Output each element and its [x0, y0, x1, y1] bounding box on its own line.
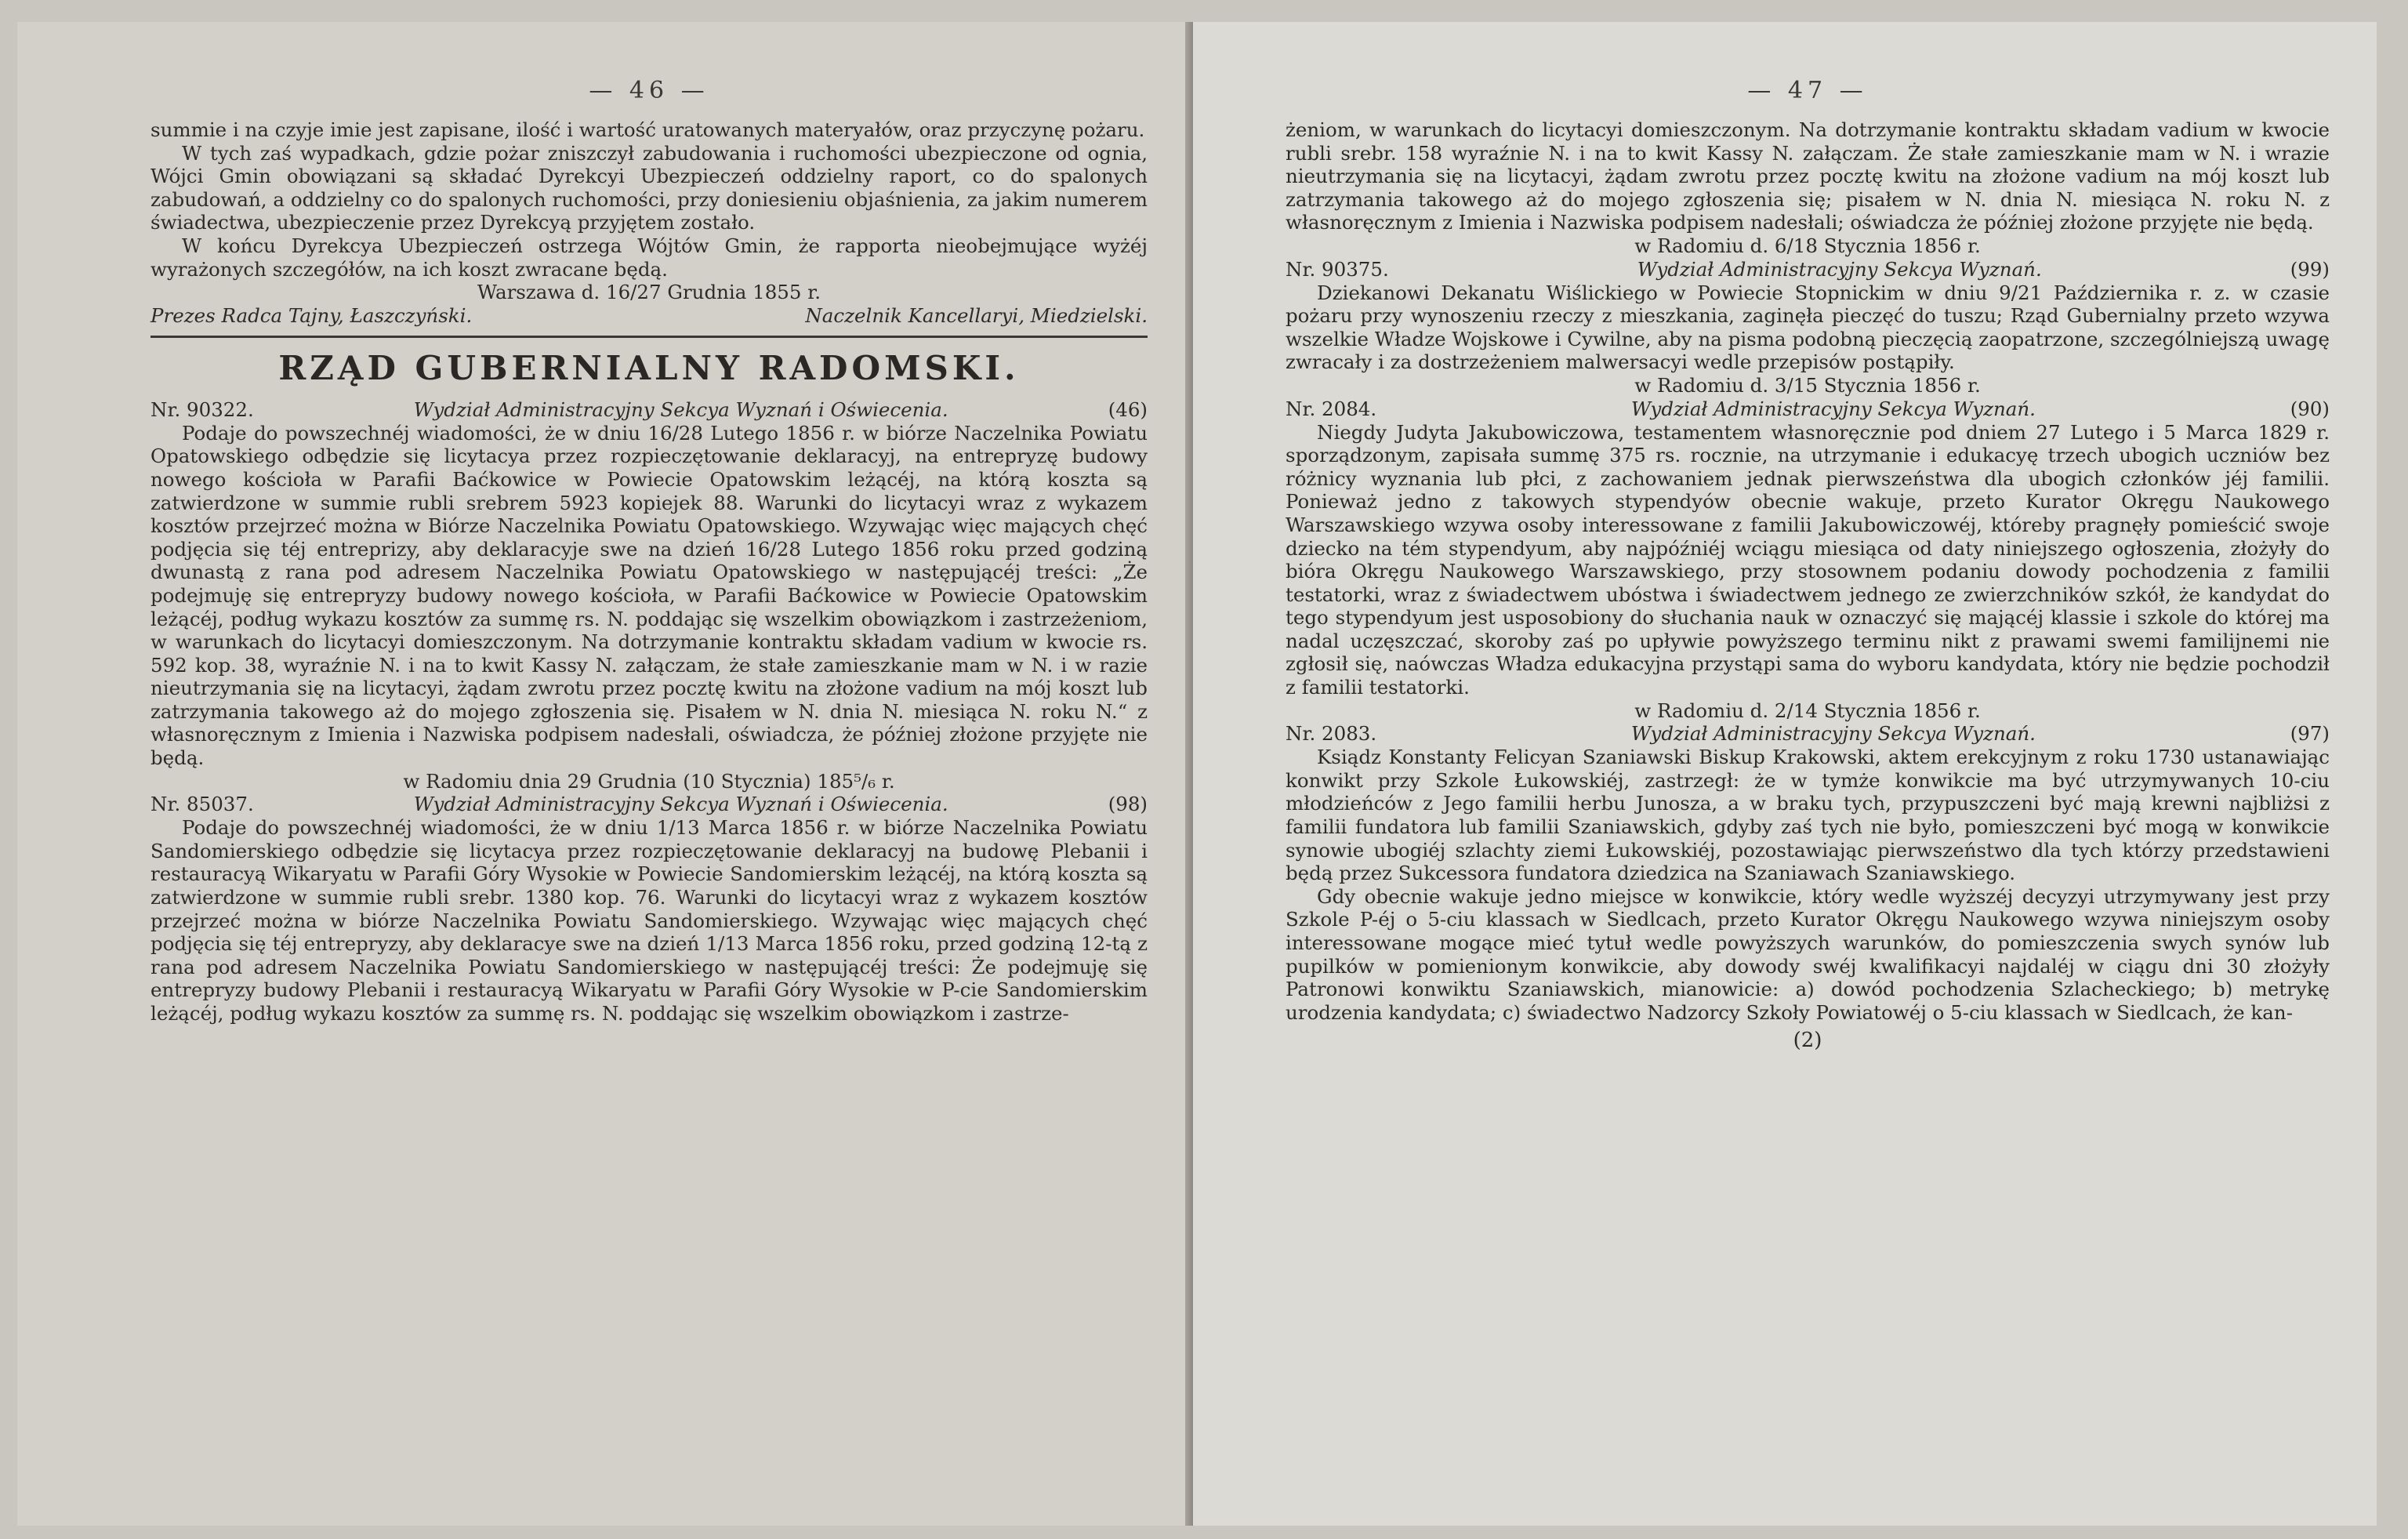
notice-heading — [1286, 397, 2330, 421]
notice-department: Wydział Administracyjny Sekcya Wyznań i Oświecenia. — [413, 793, 948, 816]
notice-date: w Radomiu d. 3/15 Stycznia 1856 r. — [1634, 373, 1981, 397]
newspaper-spread — [17, 22, 2377, 1526]
signature-president: Prezes Radca Tajny, Łaszczyński. — [150, 303, 473, 327]
notice-department: Wydział Administracyjny Sekcya Wyznań. — [1630, 397, 2036, 420]
signature-mark: (2) — [1793, 1029, 1822, 1053]
notice-heading — [1286, 258, 2330, 281]
signatures — [150, 304, 1148, 328]
paragraph: żeniom, w warunkach do licytacyi domieszczonym. Na dotrzymanie kontraktu składam vadium w kwocie rubli srebr. 158 wyraźnie N. i na to kwit Kassy N. załączam. Że stałe zamieszkanie mam w N. i wrazie nieutrzymania się na licytacyi, żądam zwrotu przez pocztę kwitu na złożone vadium na mój koszt lub zatrzymania takowego aż do mojego zgłoszenia się; pisałem w N. dnia N. miesiąca N. roku N. z własnoręcznym z Imienia i Nazwiska podpisem nadesłali; oświadcza że później złożone przyjęte nie będą. — [1286, 118, 2330, 234]
left-page — [17, 22, 1185, 1526]
notice-body: Niegdy Judyta Jakubowiczowa, testamentem własnoręcznie pod dniem 27 Lutego i 5 Marca 1829 r. sporządzonym, zapisała summę 375 rs. rocznie, na utrzymanie i edukacyę trzech ubogich uczniów bez różnicy wyznania lub płci, z zachowaniem jednak pierwszeństwa dla ubogich członków jéj familii. Ponieważ jedno z takowych stypendyów obecnie wakuje, przeto Kurator Okręgu Naukowego Warszawskiego wzywa osoby interessowane z familii Jakubowiczowéj, któreby pragnęły pomieścić swoje dziecko na tém stypendyum, aby najpóźniéj wciągu miesiąca od daty niniejszego ogłoszenia, złożyły do bióra Okręgu Naukowego Warszawskiego, przy stosownem podaniu dowody pochodzenia z familii testatorki, wraz z świadectwem ubóstwa i świadectwem jednego ze zwierzchników szkół, że kandydat do tego stypendyum jest usposobiony do słuchania nauk w oznaczyć się mającéj klassie i szkole do której ma nadal uczęszczać, skoroby zaś po upływie powyższego terminu nikt z prawami swemi familijnemi nie zgłosił się, naówczas Władza edukacyjna przystąpi sama do wyboru kandydata, który nie będzie pochodził z familii testatorki. — [1286, 420, 2330, 699]
notice-date: w Radomiu d. 2/14 Stycznia 1856 r. — [1634, 699, 1981, 722]
place-date: Warszawa d. 16/27 Grudnia 1855 r. — [477, 281, 821, 304]
notice-date: w Radomiu dnia 29 Grudnia (10 Stycznia) 185⁵/₆ r. — [403, 769, 895, 793]
notice-index: (99) — [2290, 257, 2330, 281]
notice-heading — [1286, 722, 2330, 746]
paragraph: W końcu Dyrekcya Ubezpieczeń ostrzega Wójtów Gmin, że rapporta nieobejmujące wyżéj wyrażonych szczegółów, na ich koszt zwracane będą. — [150, 234, 1148, 281]
place-date: w Radomiu d. 6/18 Stycznia 1856 r. — [1634, 234, 1981, 257]
notice-index: (97) — [2290, 722, 2330, 746]
notice-body: Dziekanowi Dekanatu Wiślickiego w Powiecie Stopnickim w dniu 9/21 Października r. z. w czasie pożaru przy wynoszeniu rzeczy z mieszkania, zaginęła pieczęć do tuszu; Rząd Gubernialny przeto wzywa wszelkie Władze Wojskowe i Cywilne, aby na pisma podobną pieczęcią zaopatrzone, szczególniejszą uwagę zwracały i za dostrzeżeniem malwersacyi wedle przepisów postąpiły. — [1286, 281, 2330, 374]
notice-body: Podaje do powszechnéj wiadomości, że w dniu 16/28 Lutego 1856 r. w biórze Naczelnika Powiatu Opatowskiego odbędzie się licytacya przez rozpieczętowanie deklaracyj, na entrepryzę budowy nowego kościoła w Parafii Baćkowice w Powiecie Opatowskim leżącéj, na którą koszta są zatwierdzone w summie rubli srebrem 5923 kopiejek 88. Warunki do licytacyi wraz z wykazem kosztów przejrzeć można w Biórze Naczelnika Powiatu Opatowskiego. Wzywając więc mających chęć podjęcia się téj entreprizy, aby deklaracyje swe na dzień 16/28 Lutego 1856 roku przed godziną dwunastą z rana pod adresem Naczelnika Powiatu Opatowskiego w następującéj treści: „Że podejmuję się entrepryzy budowy nowego kościoła, w Parafii Baćkowice w Powiecie Opatowskim leżącéj, podług wykazu kosztów za summę rs. N. poddając się wszelkim obowiązkom i zastrzeżeniom, w warunkach do licytacyi domieszczonym. Na dotrzymanie kontraktu składam vadium w kwocie rs. 592 kop. 38, wyraźnie N. i na to kwit Kassy N. załączam, że stałe zamieszkanie mam w N. i w razie nieutrzymania się na licytacyi, żądam zwrotu przez pocztę kwitu na złożone vadium na mój koszt lub zatrzymania takowego aż do mojego zgłoszenia się. Pisałem w N. dnia N. miesiąca N. roku N.“ z własnoręcznym z Imienia i Nazwiska podpisem nadesłali, oświadcza, że później złożone przyjęte nie będą. — [150, 421, 1148, 770]
right-page — [1193, 22, 2377, 1526]
page-number: — 46 — — [589, 77, 709, 104]
notice-index: (90) — [2290, 397, 2330, 420]
notice-number: Nr. 85037. — [150, 793, 254, 816]
notice-number: Nr. 2084. — [1286, 397, 1377, 420]
notice-department: Wydział Administracyjny Sekcya Wyznań i Oświecenia. — [413, 397, 948, 421]
page-number: — 47 — — [1747, 77, 1868, 104]
notice-body: Ksiądz Konstanty Felicyan Szaniawski Biskup Krakowski, aktem erekcyjnym z roku 1730 ustanawiając konwikt przy Szkole Łukowskiéj, zastrzegł: że w tymże konwikcie ma być utrzymywanych 10-ciu młodzieńców z Jego familii herbu Junosza, a w braku tych, przypuszczeni być mają krewni najbliżsi z familii fundatora lub familii Szaniawskich, gdyby zaś tych nie było, pomieszczeni być mogą w konwikcie synowie ubogiéj szlachty ziemi Łukowskiéj, pozostawiając pierwszeństwo dla tych którzy przedstawieni będą przez Sukcessora fundatora dziedzica na Szaniawach Szaniawskiego. — [1286, 746, 2330, 885]
notice-index: (98) — [1108, 793, 1148, 816]
divider — [150, 336, 1148, 338]
notice-number: Nr. 2083. — [1286, 722, 1377, 746]
notice-number: Nr. 90322. — [150, 397, 254, 421]
paragraph: summie i na czyje imie jest zapisane, ilość i wartość uratowanych materyałów, oraz przyczynę pożaru. — [150, 118, 1145, 141]
notice-heading — [150, 398, 1148, 422]
notice-body: Gdy obecnie wakuje jedno miejsce w konwikcie, który wedle wyższéj decyzyi utrzymywany jest przy Szkole P-éj o 5-ciu klassach w Siedlcach, przeto Kurator Okręgu Naukowego wzywa niniejszym osoby interessowane mogące mieć tytuł wedle powyższych warunków, do pomieszczenia swych synów lub pupilków w pomienionym konwikcie, aby dowody swéj kwalifikacyi najdaléj w ciągu dni 30 złożyły Patronowi konwiktu Szaniawskich, mianowicie: a) dowód pochodzenia Szlacheckiego; b) metrykę urodzenia kandydata; c) świadectwo Nadzorcy Szkoły Powiatowéj o 5-ciu klassach w Siedlcach, że kan- — [1286, 884, 2330, 1024]
signature-chancellery: Naczelnik Kancellaryi, Miedzielski. — [805, 303, 1148, 327]
notice-department: Wydział Administracyjny Sekcya Wyznań. — [1630, 722, 2036, 746]
paragraph: W tych zaś wypadkach, gdzie pożar zniszczył zabudowania i ruchomości ubezpieczone od ognia, Wójci Gmin obowiązani są składać Dyrekcyi Ubezpieczeń oddzielny raport, co do spalonych zabudowań, a oddzielny co do spalonych ruchomości, przy doniesieniu objaśnienia, za jakim numerem świadectwa, ubezpieczenie przez Dyrekcyą przyjętem zostało. — [150, 141, 1148, 234]
notice-body: Podaje do powszechnéj wiadomości, że w dniu 1/13 Marca 1856 r. w biórze Naczelnika Powiatu Sandomierskiego odbędzie się licytacya przez rozpieczętowanie deklaracyj na budowę Plebanii i restauracyą Wikaryatu w Parafii Góry Wysokie w Powiecie Sandomierskim leżącéj, na którą koszta są zatwierdzone w summie rubli srebr. 1380 kop. 76. Warunki do licytacyi wraz z wykazem kosztów przejrzeć można w biórze Naczelnika Powiatu Sandomierskiego. Wzywając więc mających chęć podjęcia się téj entrepryzy, aby deklaracye swe na dzień 1/13 Marca 1856 roku, przed godziną 12-tą z rana pod adresem Naczelnika Powiatu Sandomierskiego w następującéj treści: Że podejmuję się entrepryzy budowy Plebanii i restauracyą Wikaryatu w Parafii Góry Wysokie w P-cie Sandomierskim leżącéj, podług wykazu kosztów za summę rs. N. poddając się wszelkim obowiązkom i zastrze- — [150, 816, 1148, 1025]
notice-number: Nr. 90375. — [1286, 257, 1389, 281]
notice-heading — [150, 793, 1148, 816]
section-header: RZĄD GUBERNIALNY RADOMSKI. — [278, 348, 1020, 387]
notice-department: Wydział Administracyjny Sekcya Wyznań. — [1637, 257, 2042, 281]
notice-index: (46) — [1108, 397, 1148, 421]
